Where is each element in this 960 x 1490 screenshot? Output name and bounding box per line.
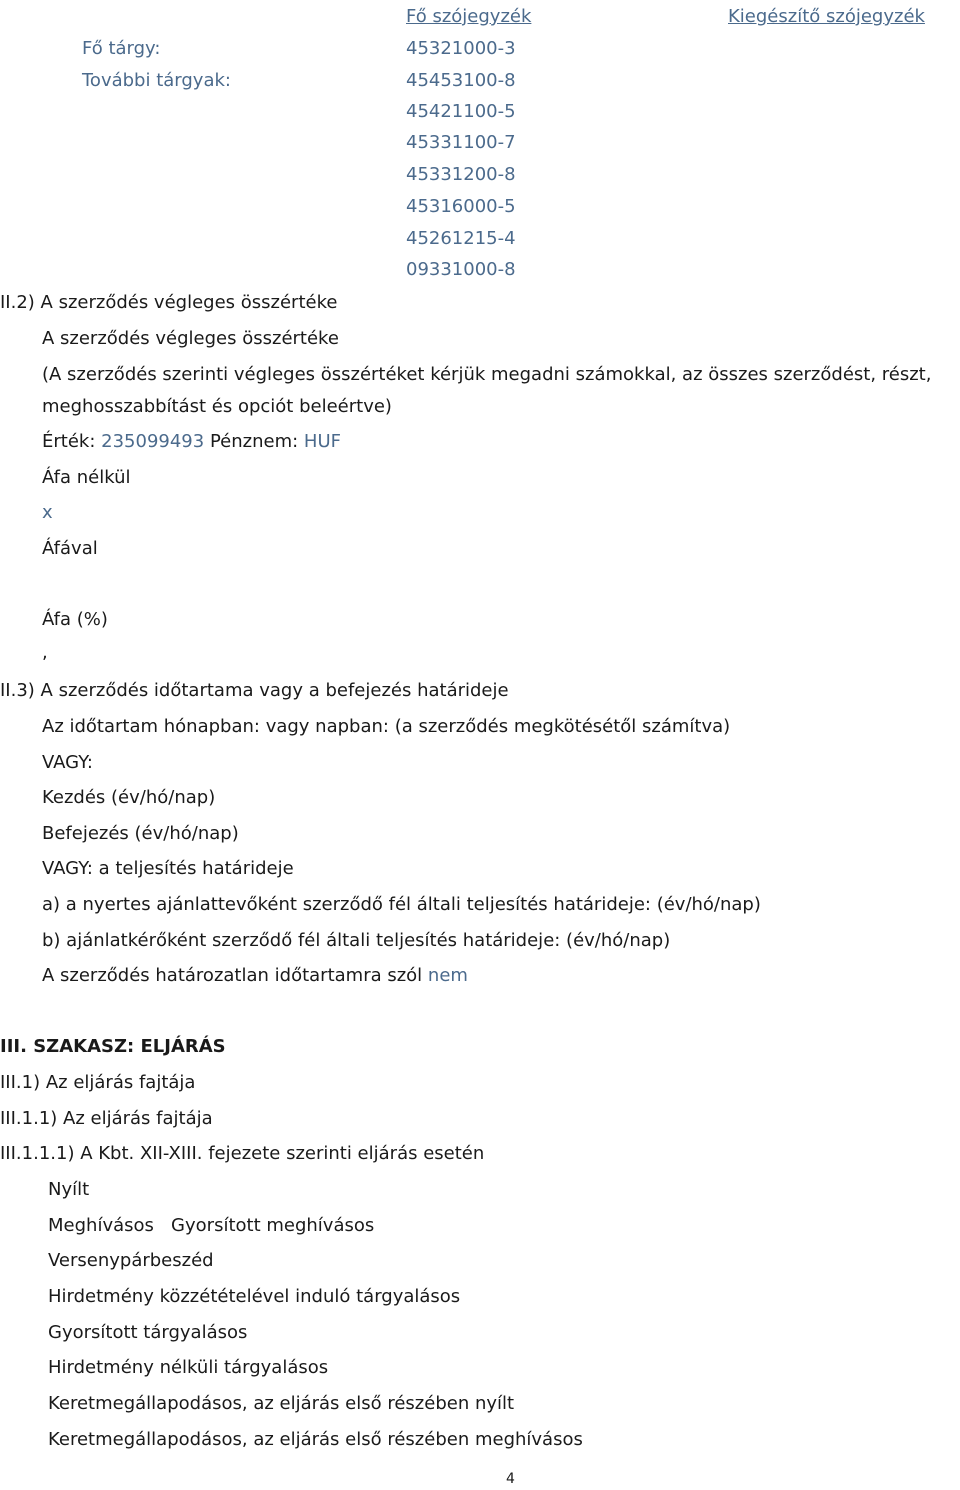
section-heading-iii-1-1-1: III.1.1.1) A Kbt. XII-XIII. fejezete szerinti eljárás esetén xyxy=(0,1143,485,1164)
procedure-type-item: Meghívásos Gyorsított meghívásos xyxy=(48,1215,375,1236)
vat-percent-label: Áfa (%) xyxy=(42,609,108,630)
additional-code: 45421100-5 xyxy=(406,101,516,122)
value-label: Érték: xyxy=(42,431,96,452)
currency-label: Pénznem: xyxy=(209,431,299,452)
vat-percent-value: , xyxy=(42,642,48,663)
or-line-2: VAGY: a teljesítés határideje xyxy=(42,858,294,879)
procedure-type-item: Nyílt xyxy=(48,1179,90,1200)
deadline-b: b) ajánlatkérőként szerződő fél általi teljesítés határideje: (év/hó/nap) xyxy=(42,930,671,951)
section-heading-iii-1: III.1) Az eljárás fajtája xyxy=(0,1072,196,1093)
additional-code: 45261215-4 xyxy=(406,228,516,249)
indefinite-label: A szerződés határozatlan időtartamra szól xyxy=(42,965,423,986)
supp-vocab-header: Kiegészítő szójegyzék xyxy=(728,6,925,27)
procedure-type-item: Hirdetmény közzétételével induló tárgyalásos xyxy=(48,1286,461,1307)
additional-code: 45316000-5 xyxy=(406,196,516,217)
main-vocab-header: Fő szójegyzék xyxy=(406,6,532,27)
additional-code: 09331000-8 xyxy=(406,259,516,280)
section-heading-ii-2: II.2) A szerződés végleges összértéke xyxy=(0,292,338,313)
deadline-a: a) a nyertes ajánlattevőként szerződő fél általi teljesítés határideje: (év/hó/nap) xyxy=(42,894,761,915)
value-amount: 235099493 xyxy=(101,431,205,452)
or-line-1: VAGY: xyxy=(42,752,93,773)
value-note-line2: meghosszabbítást és opciót beleértve) xyxy=(42,396,392,417)
procedure-type-item: Versenypárbeszéd xyxy=(48,1250,214,1271)
with-vat-label: Áfával xyxy=(42,538,98,559)
main-object-label: Fő tárgy: xyxy=(82,38,161,59)
procedure-type-item: Hirdetmény nélküli tárgyalásos xyxy=(48,1357,329,1378)
indefinite-value: nem xyxy=(427,965,468,986)
section-heading-iii-1-1: III.1.1) Az eljárás fajtája xyxy=(0,1108,213,1129)
without-vat-mark: x xyxy=(42,502,53,523)
start-date-line: Kezdés (év/hó/nap) xyxy=(42,787,216,808)
additional-objects-label: További tárgyak: xyxy=(82,70,231,91)
section-heading-iii: III. SZAKASZ: ELJÁRÁS xyxy=(0,1036,226,1057)
value-note-line1: (A szerződés szerinti végleges összértéket kérjük megadni számokkal, az összes szerződést, részt, xyxy=(42,364,932,385)
page-number: 4 xyxy=(506,1471,515,1487)
section-heading-ii-3: II.3) A szerződés időtartama vagy a befejezés határideje xyxy=(0,680,509,701)
procedure-type-item: Keretmegállapodásos, az eljárás első részében meghívásos xyxy=(48,1429,583,1450)
procedure-type-item: Gyorsított tárgyalásos xyxy=(48,1322,248,1343)
additional-code: 45331100-7 xyxy=(406,132,516,153)
additional-code: 45453100-8 xyxy=(406,70,516,91)
subheading-total-value: A szerződés végleges összértéke xyxy=(42,328,339,349)
additional-code: 45331200-8 xyxy=(406,164,516,185)
indefinite-row xyxy=(42,965,468,987)
end-date-line: Befejezés (év/hó/nap) xyxy=(42,823,239,844)
main-object-code: 45321000-3 xyxy=(406,38,516,59)
value-row xyxy=(42,431,341,453)
without-vat-label: Áfa nélkül xyxy=(42,467,131,488)
procedure-type-item: Keretmegállapodásos, az eljárás első részében nyílt xyxy=(48,1393,515,1414)
duration-line: Az időtartam hónapban: vagy napban: (a szerződés megkötésétől számítva) xyxy=(42,716,731,737)
currency-value: HUF xyxy=(303,431,341,452)
